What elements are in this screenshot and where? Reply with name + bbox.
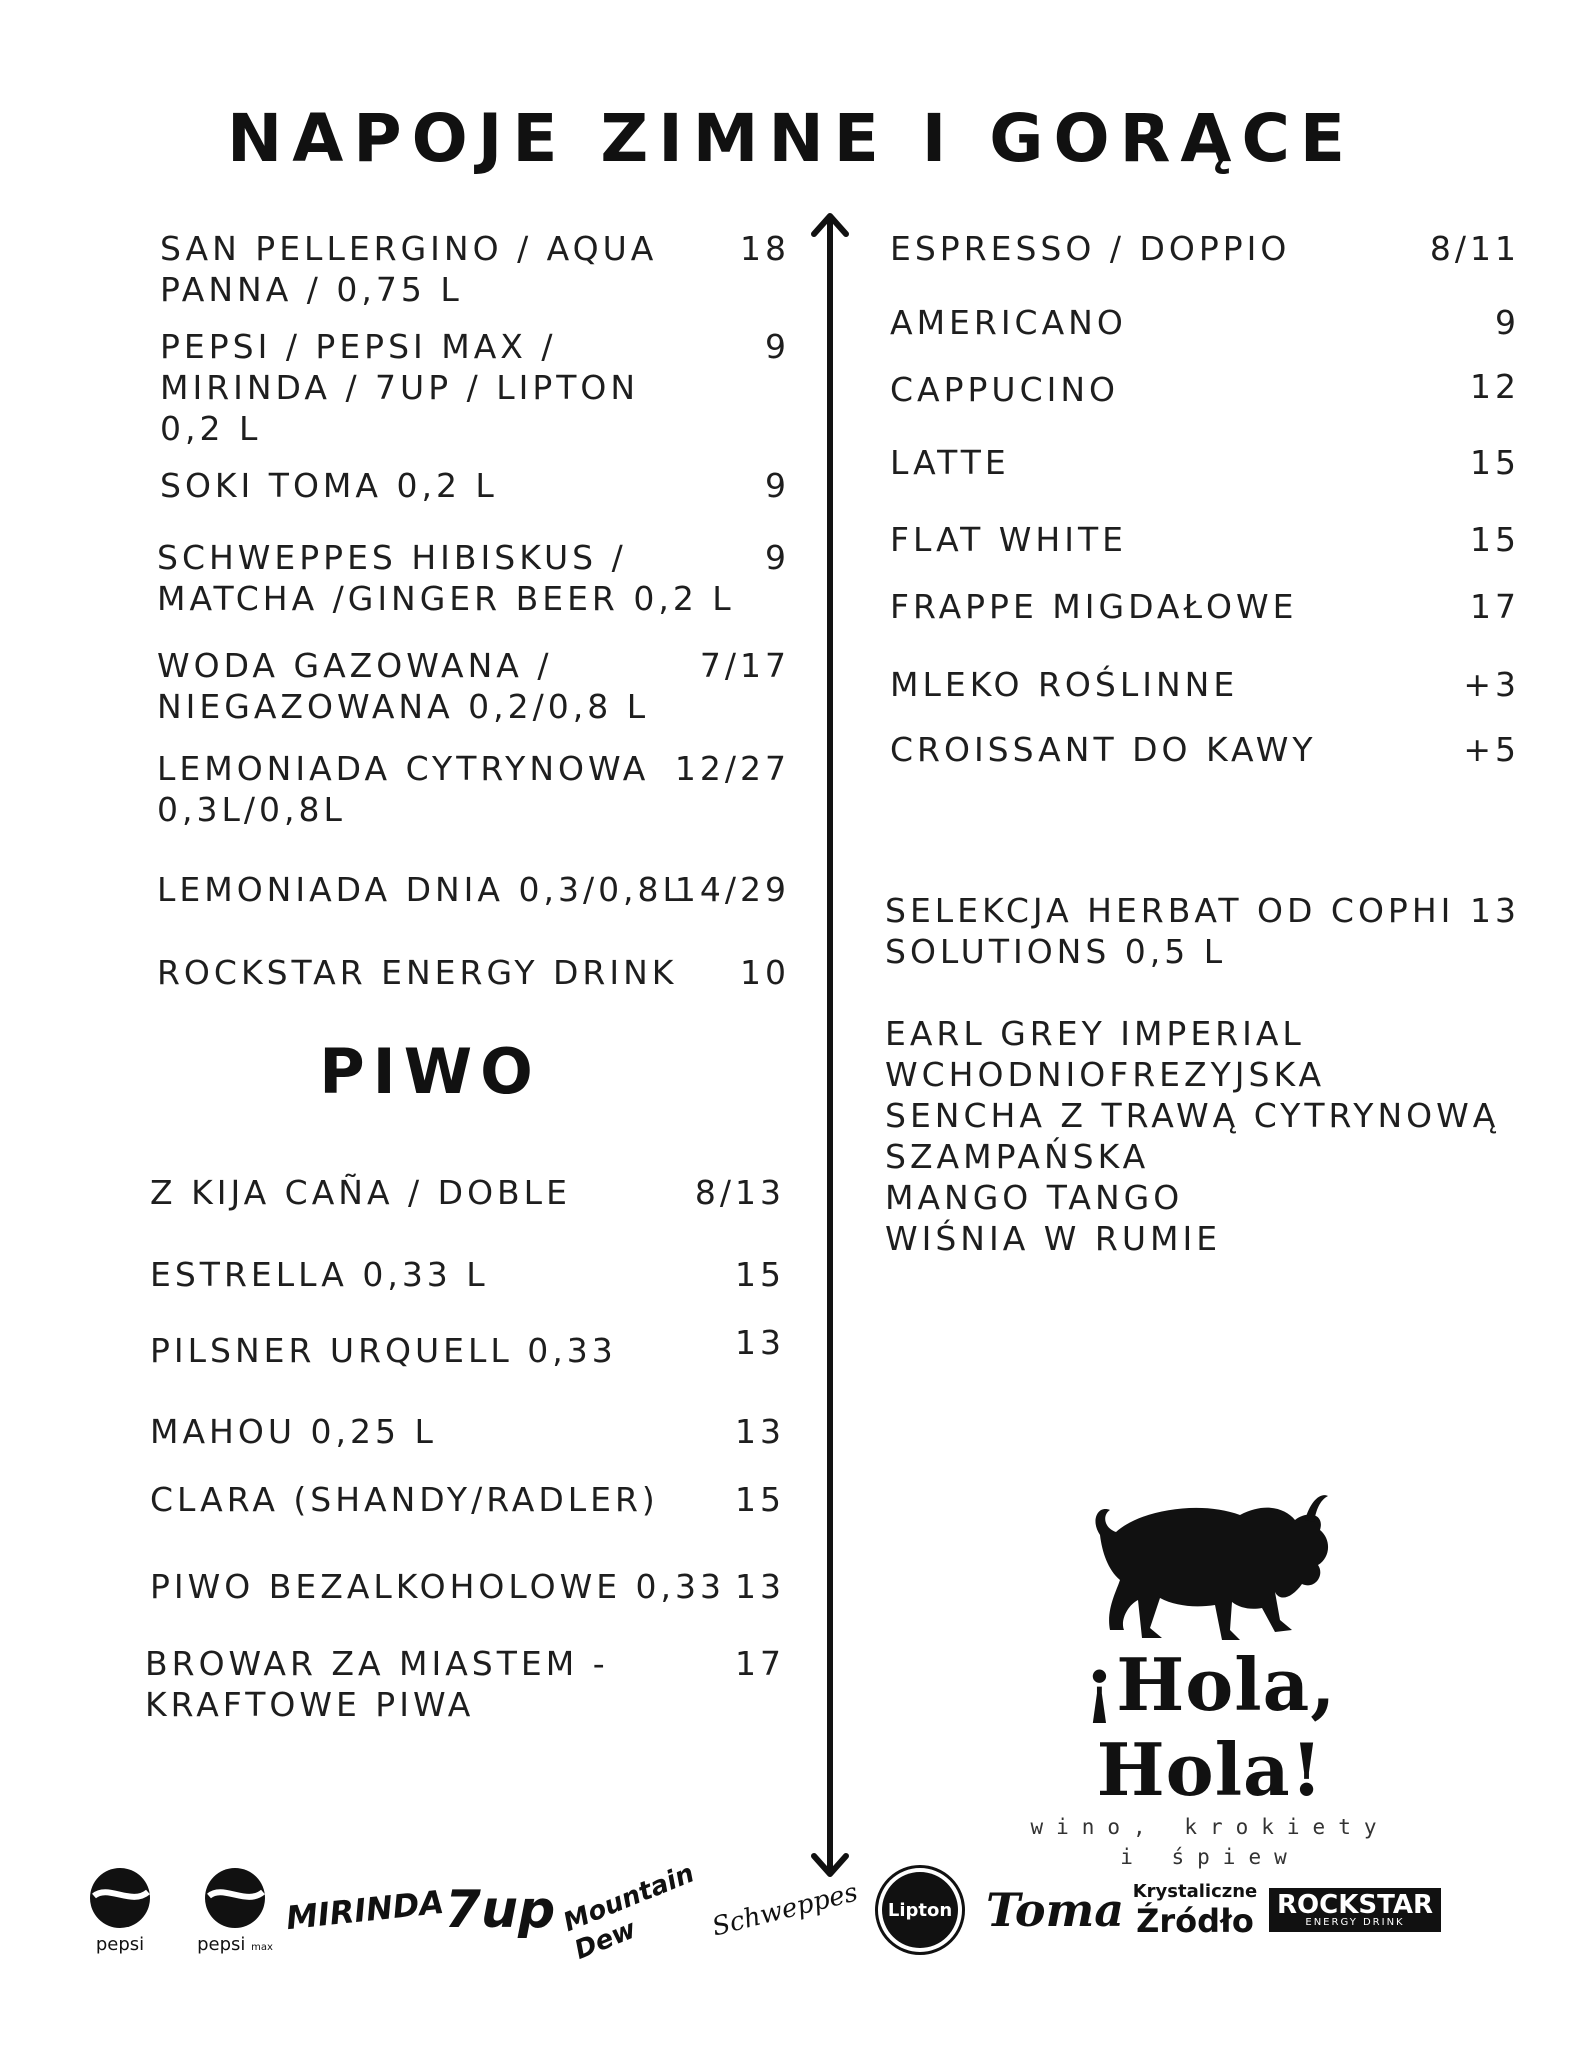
tea-variety: WIŚNIA W RUMIE xyxy=(885,1219,1222,1258)
item-name: LEMONIADA CYTRYNOWA 0,3L/0,8L xyxy=(157,749,650,829)
pepsi-icon xyxy=(80,1850,160,1970)
tea-variety: SZAMPAŃSKA xyxy=(885,1137,1150,1176)
item-price: +3 xyxy=(1463,665,1520,704)
item-name: WODA GAZOWANA / NIEGAZOWANA 0,2/0,8 L xyxy=(157,646,650,726)
item-name: SCHWEPPES HIBISKUS / MATCHA /GINGER BEER 0,2 L xyxy=(157,538,735,618)
tea-variety: WCHODNIOFREZYJSKA xyxy=(885,1055,1326,1094)
brand-label: pepsi max xyxy=(197,1933,273,1955)
tea-variety: SENCHA Z TRAWĄ CYTRYNOWĄ xyxy=(885,1096,1500,1135)
item-name: BROWAR ZA MIASTEM - KRAFTOWE PIWA xyxy=(145,1644,609,1724)
item-price: 12 xyxy=(1470,367,1520,406)
lipton-icon: Lipton xyxy=(870,1850,970,1970)
item-name: SOKI TOMA 0,2 L xyxy=(160,466,498,505)
item-price: 15 xyxy=(1470,520,1520,559)
item-name: PILSNER URQUELL 0,33 xyxy=(150,1331,617,1370)
item-name: SAN PELLERGINO / AQUA PANNA / 0,75 L xyxy=(160,229,658,309)
item-name: ROCKSTAR ENERGY DRINK xyxy=(157,953,678,992)
double-arrow-divider-icon xyxy=(810,210,850,1880)
mountain-dew-icon: Mountain Dew xyxy=(559,1858,699,1966)
item-name: FRAPPE MIGDAŁOWE xyxy=(890,587,1298,626)
krystaliczne-zrodlo-icon: Krystaliczne Źródło xyxy=(1132,1880,1258,1940)
item-price: 15 xyxy=(735,1480,785,1519)
item-name: PEPSI / PEPSI MAX / MIRINDA / 7UP / LIPTON 0,2 L xyxy=(160,327,640,448)
item-name: LEMONIADA DNIA 0,3/0,8L xyxy=(157,870,685,909)
7up-icon: 7up xyxy=(444,1880,556,1940)
item-price: 18 xyxy=(740,229,790,268)
item-price: 9 xyxy=(765,466,790,505)
item-price: 17 xyxy=(735,1644,785,1683)
item-price: 15 xyxy=(1470,443,1520,482)
item-price: 8/11 xyxy=(1429,229,1520,268)
item-price: 8/13 xyxy=(694,1173,785,1212)
rockstar-icon: ROCKSTAR ENERGY DRINK xyxy=(1270,1850,1440,1970)
bull-icon xyxy=(1080,1480,1340,1650)
brand-label: pepsi xyxy=(95,1933,145,1955)
item-price: 12/27 xyxy=(674,749,790,788)
logo-tagline: i śpiew xyxy=(1120,1845,1300,1869)
item-price: 9 xyxy=(765,327,790,366)
brand-logos-row xyxy=(70,1850,1530,1970)
item-price: 17 xyxy=(1470,587,1520,626)
item-price: 10 xyxy=(740,953,790,992)
item-name: PIWO BEZALKOHOLOWE 0,33 xyxy=(150,1567,726,1606)
item-name: CLARA (SHANDY/RADLER) xyxy=(150,1480,659,1519)
item-price: 15 xyxy=(735,1255,785,1294)
tea-variety: MANGO TANGO xyxy=(885,1178,1184,1217)
item-name: MAHOU 0,25 L xyxy=(150,1412,437,1451)
restaurant-logo xyxy=(985,1480,1435,1869)
tea-varieties-list xyxy=(885,1013,1499,1259)
mirinda-icon: MIRINDA xyxy=(284,1882,446,1938)
pepsi-max-icon xyxy=(195,1850,275,1970)
item-price: 7/17 xyxy=(699,646,790,685)
schweppes-icon: Schweppes xyxy=(709,1877,861,1943)
item-name: MLEKO ROŚLINNE xyxy=(890,665,1239,704)
item-name: ESPRESSO / DOPPIO xyxy=(890,229,1291,268)
item-name: SELEKCJA HERBAT OD COPHI SOLUTIONS 0,5 L xyxy=(885,891,1455,971)
tea-variety: EARL GREY IMPERIAL xyxy=(885,1014,1305,1053)
item-name: ESTRELLA 0,33 L xyxy=(150,1255,489,1294)
item-name: LATTE xyxy=(890,443,1010,482)
item-price: 13 xyxy=(735,1412,785,1451)
item-name: CROISSANT DO KAWY xyxy=(890,730,1317,769)
item-name: AMERICANO xyxy=(890,303,1127,342)
page-title: NAPOJE ZIMNE I GORĄCE xyxy=(226,100,1356,177)
item-price: 14/29 xyxy=(674,870,790,909)
logo-name: ¡Hola, Hola! xyxy=(1083,1642,1337,1812)
item-price: 13 xyxy=(735,1567,785,1606)
logo-tagline: wino, krokiety xyxy=(1030,1815,1390,1839)
beer-section-title: PIWO xyxy=(319,1035,541,1108)
item-price: 9 xyxy=(765,538,790,577)
item-price: 13 xyxy=(735,1323,785,1362)
item-price: +5 xyxy=(1463,730,1520,769)
item-name: CAPPUCINO xyxy=(890,370,1120,409)
item-price: 13 xyxy=(1470,891,1520,930)
item-name: FLAT WHITE xyxy=(890,520,1127,559)
toma-icon: Toma xyxy=(985,1883,1125,1937)
item-name: Z KIJA CAÑA / DOBLE xyxy=(150,1173,571,1212)
item-price: 9 xyxy=(1495,303,1520,342)
